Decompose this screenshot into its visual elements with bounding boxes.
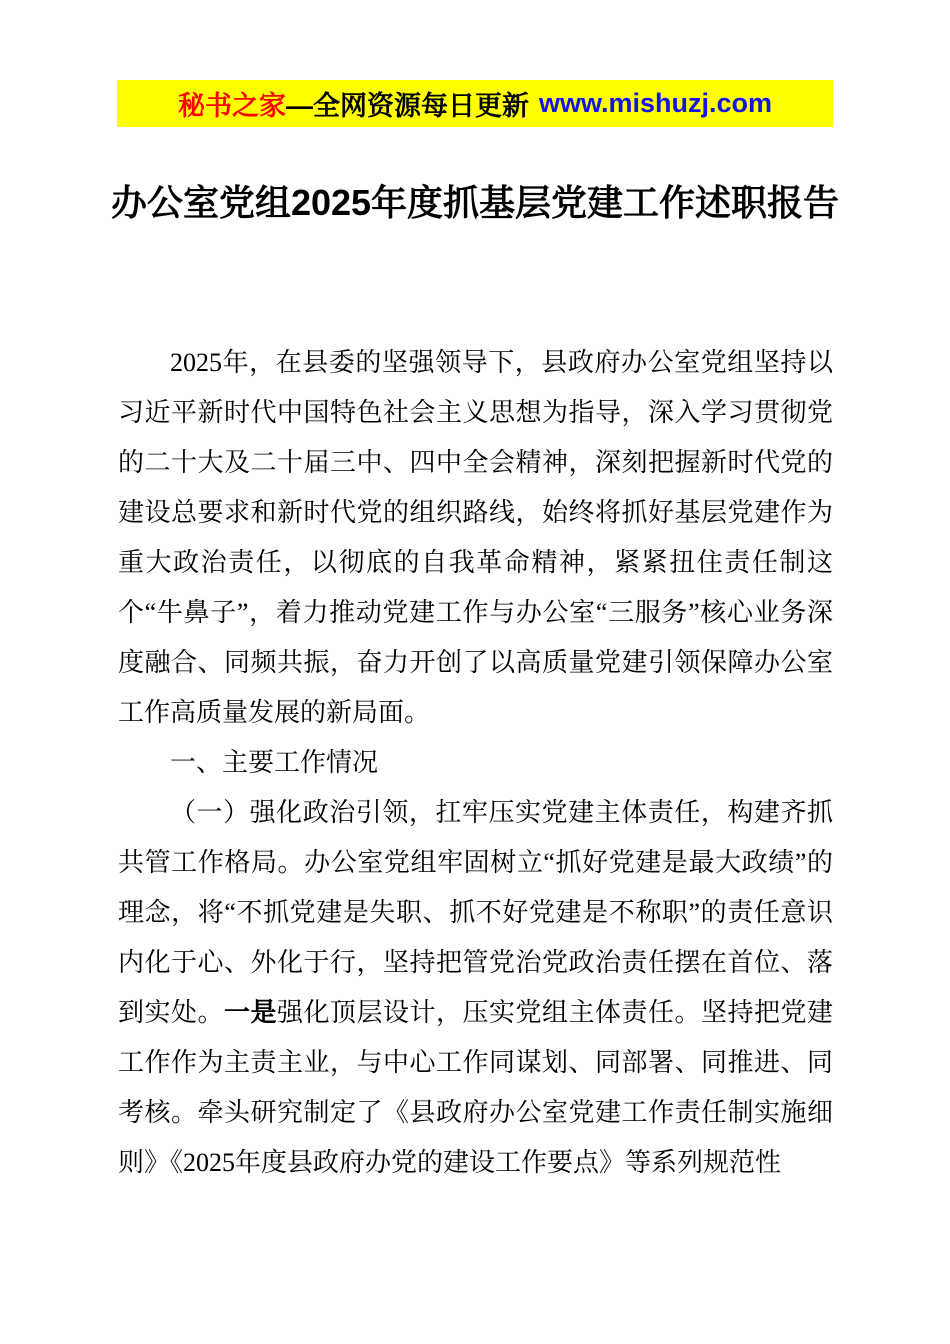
paragraph-intro [118, 338, 833, 738]
document-title: 办公室党组2025年度抓基层党建工作述职报告 [110, 182, 840, 223]
promo-banner [117, 80, 833, 127]
banner-site-name: 秘书之家 [177, 91, 286, 121]
text-run: 2025年，在县委的坚强领导下，县政府办公室党组坚持以习近平新时代中国特色社会主义思想为指导，深入学习贯彻党的二十大及二十届三中、四中全会精神，深刻把握新时代党的建设总要求和新时代党的组织路线，始终将抓好基层党建作为重大政治责任，以彻底的自我革命精神，紧紧扭住责任制这个“牛鼻子”，着力推动党建工作与办公室“三服务”核心业务深度融合、同频共振，奋力开创了以高质量党建引领保障办公室工作高质量发展的新局面。 [118, 348, 833, 727]
text-run: 强化顶层设计，压实党组主体责任。坚持把党建工作作为主责主业，与中心工作同谋划、同部署、同推进、同考核。牵头研究制定了《县政府办公室党建工作责任制实施细则》《2025年度县政府办党的建设工作要点》等系列规范性 [118, 998, 833, 1177]
text-run: （一）强化政治引领，扛牢压实党建主体责任，构建齐抓共管工作格局。办公室党组牢固树立“抓好党建是最大政绩”的理念，将“不抓党建是失职、抓不好党建是不称职”的责任意识内化于心、外化于行，坚持把管党治党政治责任摆在首位、落到实处。 [118, 798, 833, 1027]
document-body [118, 338, 833, 1188]
banner-tagline: —全网资源每日更新 [285, 91, 529, 121]
text-run-bold: 一是 [224, 998, 277, 1027]
banner-url-link[interactable]: www.mishuzj.com [538, 88, 773, 118]
text-run: 一、主要工作情况 [170, 748, 379, 777]
paragraph-section-1-1 [118, 788, 833, 1188]
section-heading-1 [118, 738, 833, 788]
